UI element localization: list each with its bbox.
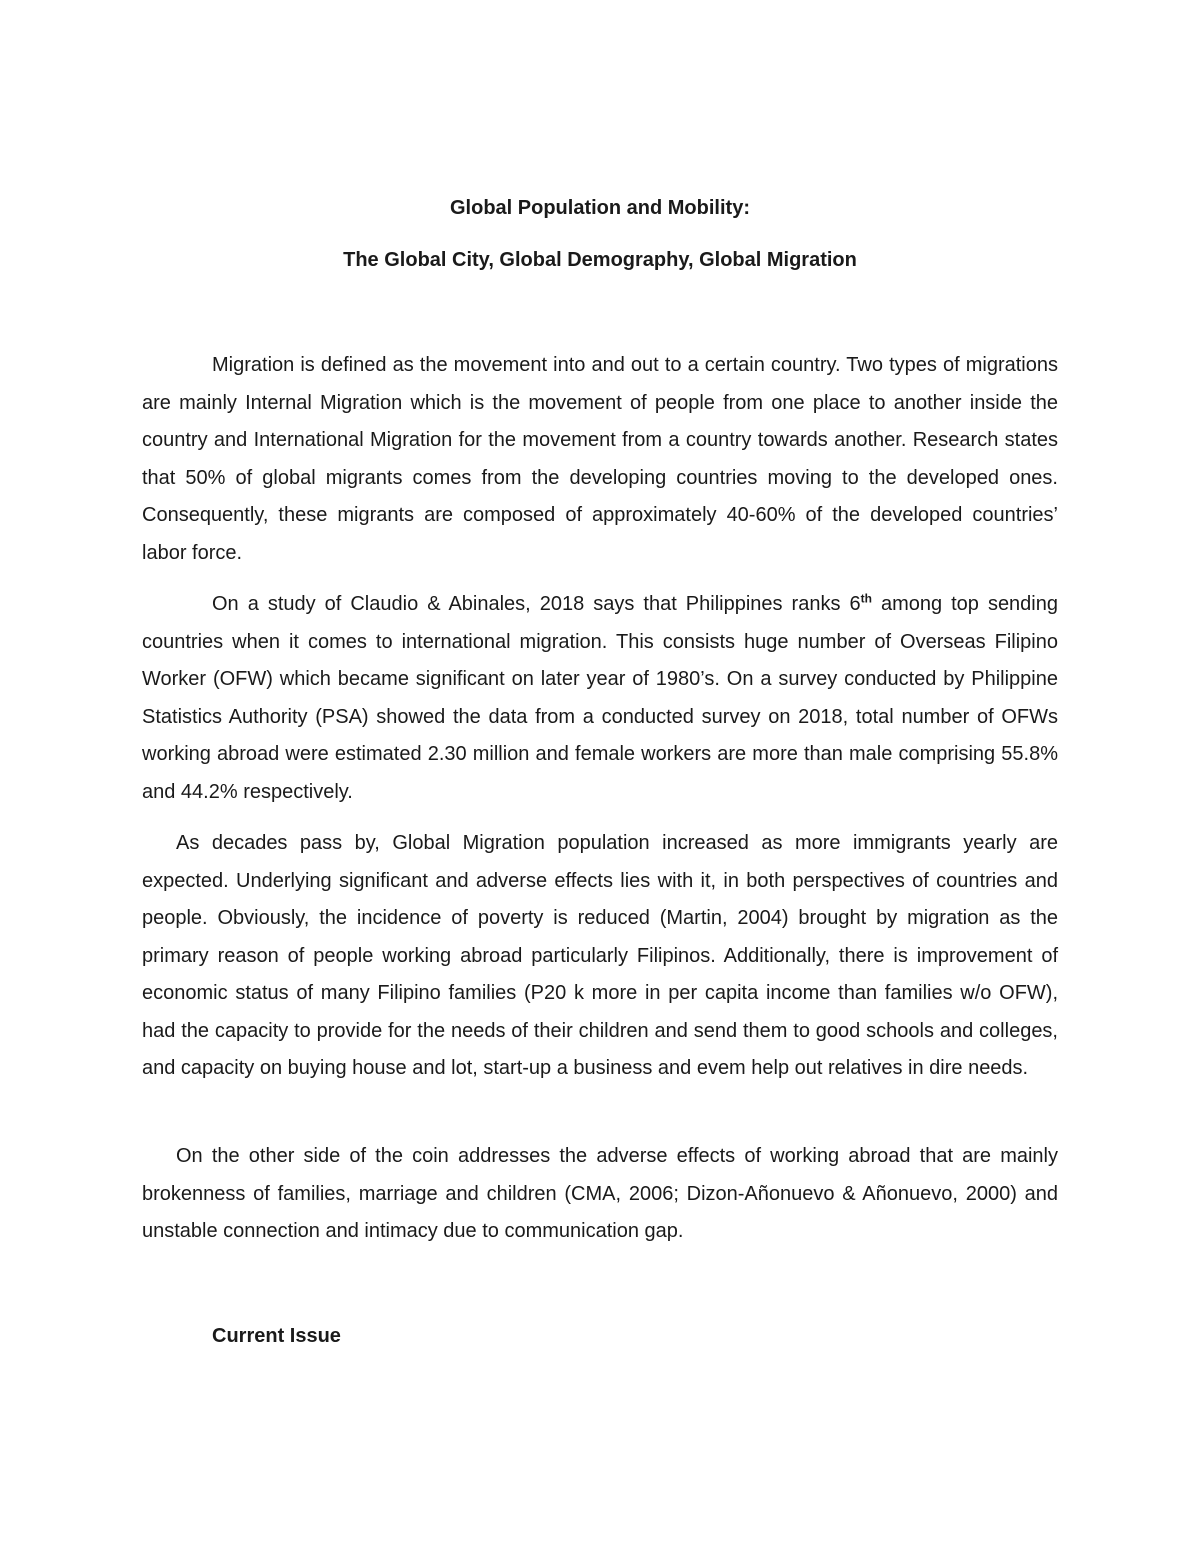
document-title: Global Population and Mobility: xyxy=(450,197,750,219)
paragraph-migration-definition: Migration is defined as the movement into and out to a certain country. Two types of migrations are mainly Internal Migration which is the movement of people from one place to another inside the country and International Migration for the movement from a country towards another. Research states that 50% of global migrants comes from the developing countries moving to the developed ones. Consequently, these migrants are composed of approximately 40-60% of the developed countries’ labor force. xyxy=(142,354,1058,564)
section-heading-current-issue: Current Issue xyxy=(212,1325,341,1347)
paragraph-migration-effects: As decades pass by, Global Migration population increased as more immigrants yearly are expected. Underlying significant and adverse effects lies with it, in both perspectives of countries and people. Obviously, the incidence of poverty is reduced (Martin, 2004) brought by migration as the primary reason of people working abroad particularly Filipinos. Additionally, there is improvement of economic status of many Filipino families (P20 k more in per capita income than families w/o OFW), had the capacity to provide for the needs of their children and send them to good schools and colleges, and capacity on buying house and lot, start-up a business and evem help out relatives in dire needs. xyxy=(142,832,1058,1079)
paragraph-philippines-ranking xyxy=(142,586,1058,811)
ordinal-superscript: th xyxy=(860,591,872,606)
paragraph-text-after-superscript: among top sending countries when it comes to international migration. This consists huge number of Overseas Filipino Worker (OFW) which became significant on later year of 1980’s. On a survey conducted by Philippine Statistics Authority (PSA) showed the data from a conducted survey on 2018, total number of OFWs working abroad were estimated 2.30 million and female workers are more than male comprising 55.8% and 44.2% respectively. xyxy=(142,593,1058,803)
paragraph-text-before-superscript: On a study of Claudio & Abinales, 2018 says that Philippines ranks 6 xyxy=(212,593,861,615)
paragraph-adverse-effects: On the other side of the coin addresses the adverse effects of working abroad that are mainly brokenness of families, marriage and children (CMA, 2006; Dizon-Añonuevo & Añonuevo, 2000) and unstable connection and intimacy due to communication gap. xyxy=(142,1145,1058,1242)
document-subtitle: The Global City, Global Demography, Global Migration xyxy=(343,249,857,271)
